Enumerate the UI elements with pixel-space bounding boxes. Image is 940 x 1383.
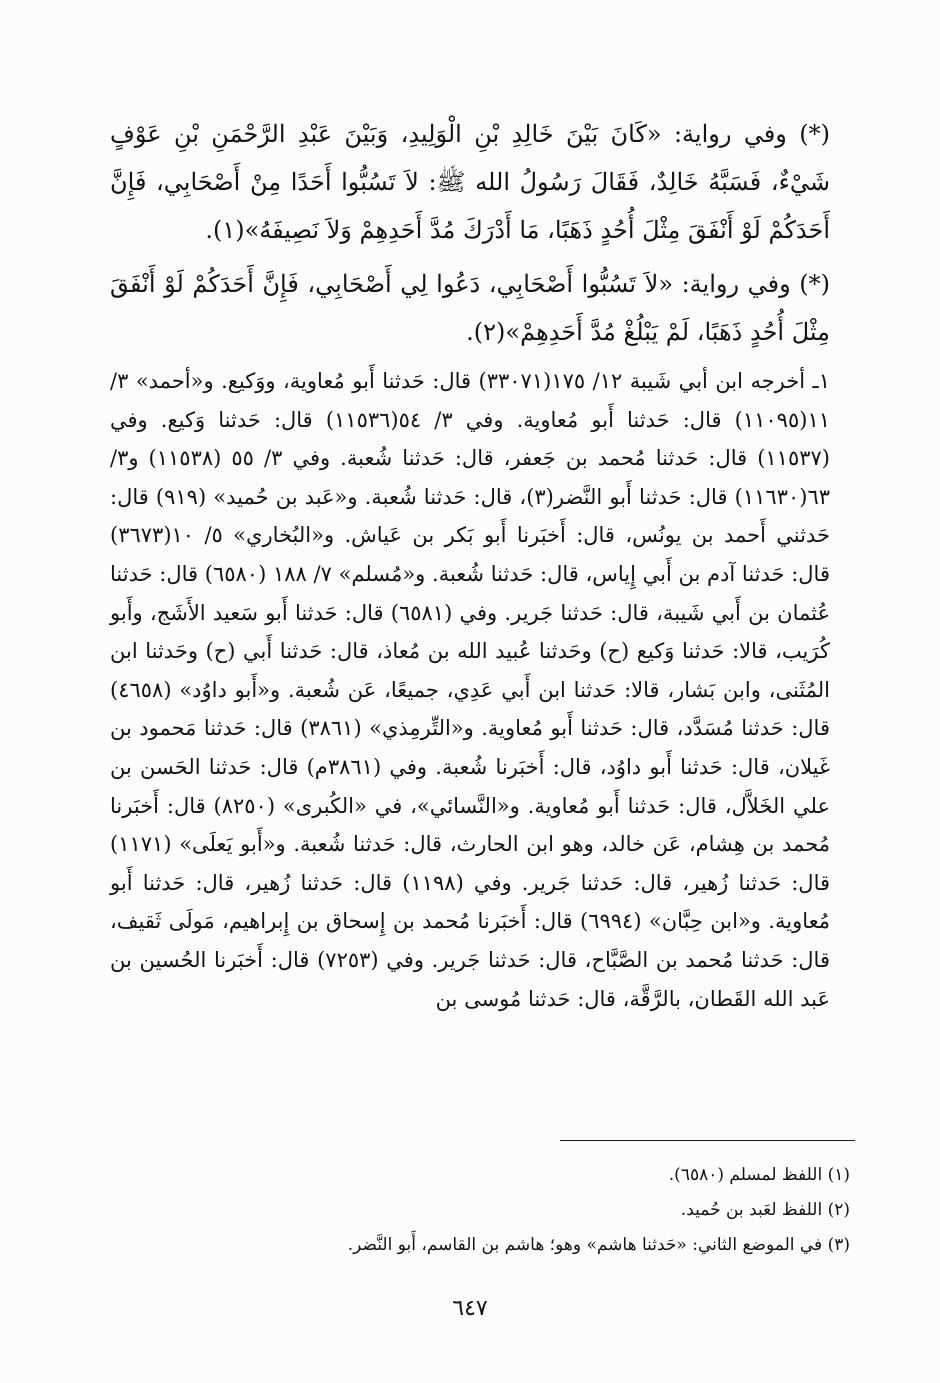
hadith-variant-2: (*) وفي رواية: «لاَ تَسُبُّوا أَصْحَابِي، دَعُوا لِي أَصْحَابِي، فَإِنَّ أَحَدَكُمْ لَوْ أَنْفَقَ مِثْلَ أُحُدٍ ذَهَبًا، لَمْ يَبْلُغْ مُدَّ أَحَدِهِمْ»(٢). — [110, 270, 830, 346]
footnotes — [110, 1158, 850, 1263]
footnote-3: (٣) في الموضع الثاني: «حَدثنا هاشم» وهو؛ هاشم بن القاسم، أَبو النَّضر. — [347, 1235, 850, 1255]
takhrij-paragraph: ١ـ أخرجه ابن أبي شَيبة ١٢/ ١٧٥(٣٣٠٧١) قال: حَدثنا أَبو مُعاوية، ووَكيع. و«أحمد» ٣/ ١١(١١٠٩٥) قال: حَدثنا أَبو مُعاوية. وفي ٣/ ٥٤(١١٥٣٦) قال: حَدثنا وَكيع. وفي (١١٥٣٧) قال: حَدثنا مُحمد بن جَعفر، قال: حَدثنا شُعبة. وفي ٣/ ٥٥ (١١٥٣٨) و٣/ ٦٣(١١٦٣٠) قال: حَدثنا أَبو النَّضر(٣)، قال: حَدثنا شُعبة. و«عَبد بن حُميد» (٩١٩) قال: حَدثني أَحمد بن يونُس، قال: أَخبَرنا أَبو بَكر بن عَياش. و«البُخاري» ٥/ ١٠(٣٦٧٣) قال: حَدثنا آدم بن أَبي إِياس، قال: حَدثنا شُعبة. و«مُسلم» ٧/ ١٨٨ (٦٥٨٠) قال: حَدثنا عُثمان بن أَبي شَيبة، قال: حَدثنا جَرير. وفي (٦٥٨١) قال: حَدثنا أَبو سَعيد الأَشَج، وأَبو كُرَيب، قالا: حَدثنا وَكيع (ح) وحَدثنا عُبيد الله بن مُعاذ، قال: حَدثنا أَبي (ح) وحَدثنا ابن المُثَنى، وابن بَشار، قالا: حَدثنا ابن أَبي عَدِي، جميعًا، عَن شُعبة. و«أَبو داوُد» (٤٦٥٨) قال: حَدثنا مُسَدَّد، قال: حَدثنا أَبو مُعاوية. و«التِّرمِذي» (٣٨٦١) قال: حَدثنا مَحمود بن غَيلان، قال: حَدثنا أَبو داوُد، قال: أَخبَرنا شُعبة. وفي (٣٨٦١م) قال: حَدثنا الحَسن بن علي الخَلاَّل، قال: حَدثنا أَبو مُعاوية. و«النَّسائي»، في «الكُبرى» (٨٢٥٠) قال: أَخبَرنا مُحمد بن هِشام، عَن خالد، وهو ابن الحارث، قال: حَدثنا شُعبة. و«أَبو يَعلَى» (١١٧١) قال: حَدثنا زُهير، قال: حَدثنا جَرير. وفي (١١٩٨) قال: حَدثنا زُهير، قال: حَدثنا أَبو مُعاوية. و«ابن حِبَّان» (٦٩٩٤) قال: أَخبَرنا مُحمد بن إِسحاق بن إِبراهيم، مَولَى ثَقيف، قال: حَدثنا مُحمد بن الصَّبَّاح، قال: حَدثنا جَرير. وفي (٧٢٥٣) قال: أَخبَرنا الحُسين بن عَبد الله القَطان، بالرَّقَّة، قال: حَدثنا مُوسى بن — [110, 369, 831, 1011]
page-number: ٦٤٧ — [452, 1296, 488, 1321]
footnote-1: (١) اللفظ لمسلم (٦٥٨٠). — [668, 1165, 850, 1185]
footnote-separator — [560, 1140, 855, 1141]
hadith-variant-1: (*) وفي رواية: «كَانَ بَيْنَ خَالِدِ بْنِ الْوَلِيدِ، وَبَيْنَ عَبْدِ الرَّحْمَنِ بْنِ عَوْفٍ شَيْءٌ، فَسَبَّهُ خَالِدٌ، فَقَالَ رَسُولُ الله ﷺ: لاَ تَسُبُّوا أَحَدًا مِنْ أَصْحَابِي، فَإِنَّ أَحَدَكُمْ لَوْ أَنْفَقَ مِثْلَ أُحُدٍ ذَهَبًا، مَا أَدْرَكَ مُدَّ أَحَدِهِمْ وَلاَ نَصِيفَهُ»(١). — [110, 120, 830, 244]
main-text-block — [110, 110, 830, 1024]
footnote-2: (٢) اللفظ لعَبد بن حُميد. — [680, 1200, 850, 1220]
